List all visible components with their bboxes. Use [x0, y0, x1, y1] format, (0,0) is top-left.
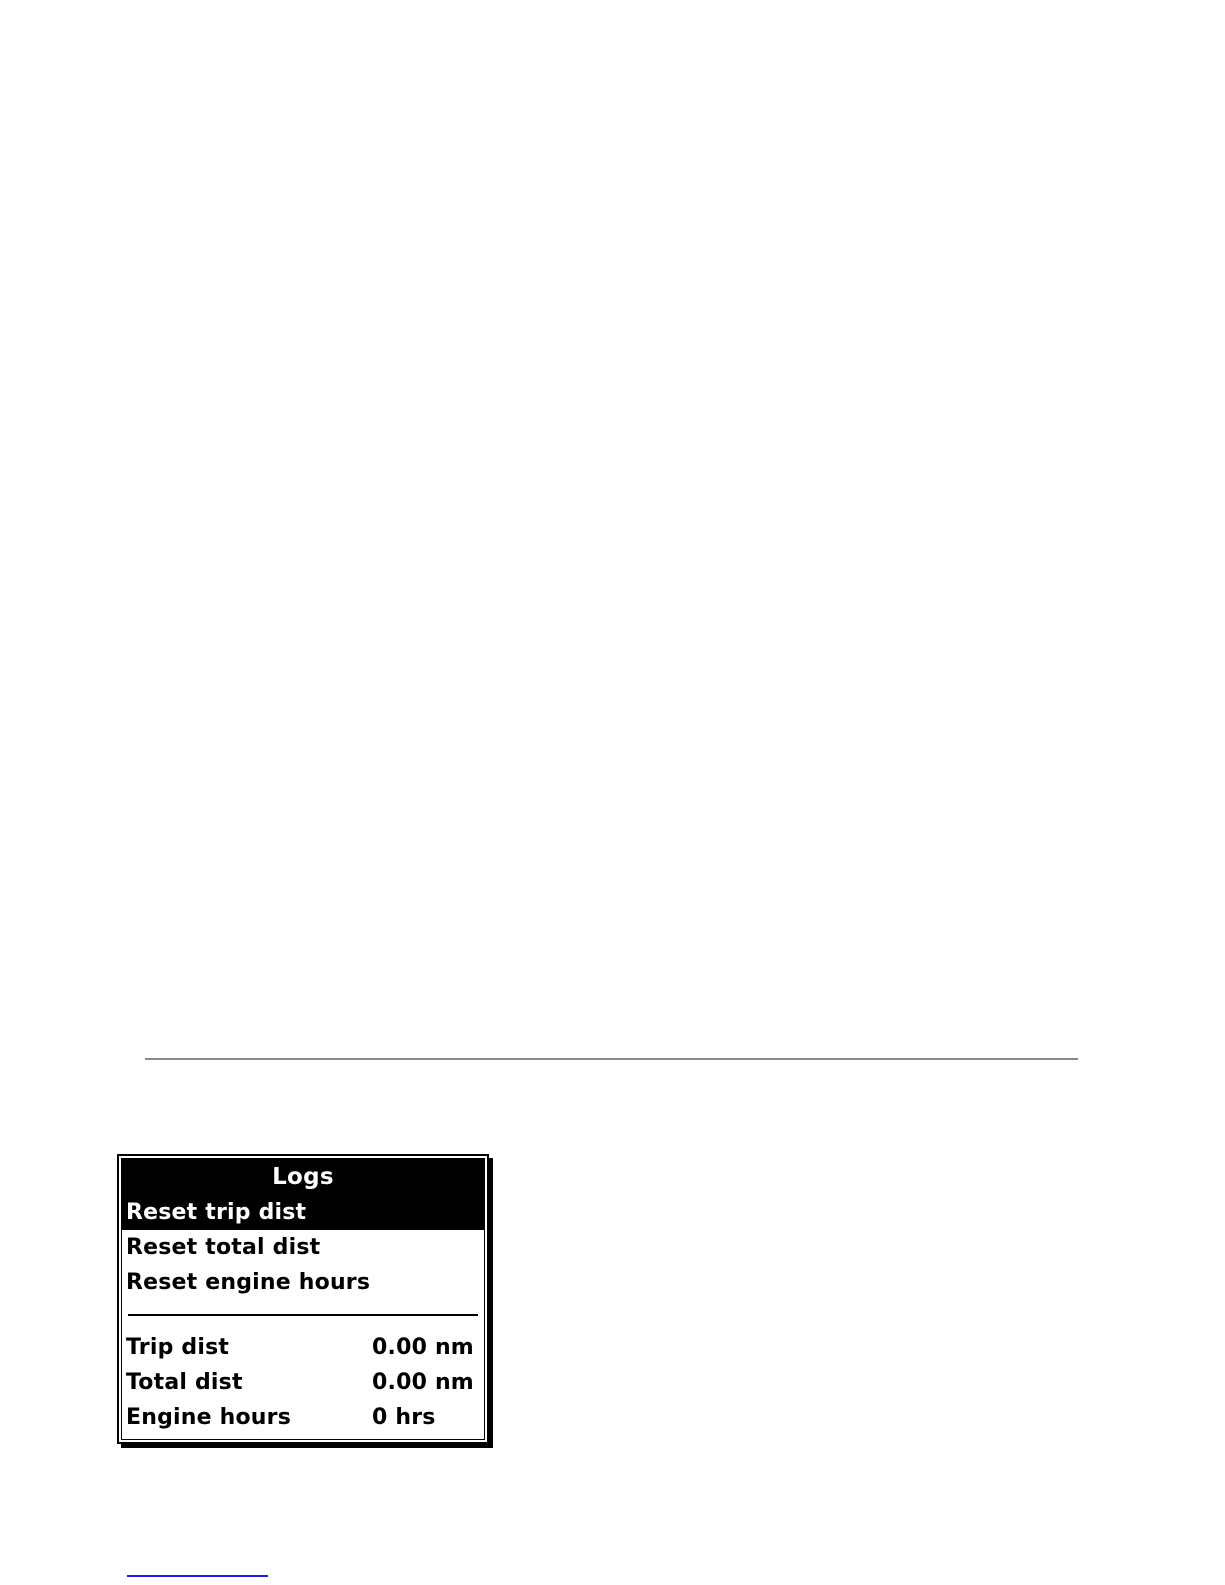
stat-row-engine-hours [126, 1400, 484, 1435]
stat-value-trip-dist: 0.00 nm [372, 1335, 474, 1360]
stat-label-trip-dist: Trip dist [126, 1335, 230, 1360]
menu-item-reset-total-dist[interactable]: Reset total dist [126, 1235, 321, 1260]
logs-dialog [117, 1154, 489, 1444]
menu-item-reset-trip-dist[interactable]: Reset trip dist [122, 1195, 484, 1230]
logs-title: Logs [122, 1159, 484, 1195]
stat-value-total-dist: 0.00 nm [372, 1370, 474, 1395]
menu-stats-divider [128, 1314, 478, 1316]
logs-menu [122, 1195, 484, 1300]
stat-row-total-dist [126, 1365, 484, 1400]
stat-label-engine-hours: Engine hours [126, 1405, 292, 1430]
stat-label-total-dist: Total dist [126, 1370, 243, 1395]
logs-stats [122, 1330, 484, 1435]
footer-link-underline[interactable] [127, 1575, 268, 1577]
logs-dialog-frame [121, 1158, 485, 1440]
menu-item-reset-engine-hours[interactable]: Reset engine hours [126, 1270, 371, 1295]
stat-value-engine-hours: 0 hrs [372, 1405, 436, 1430]
page-divider-line [145, 1058, 1078, 1060]
stat-row-trip-dist [126, 1330, 484, 1365]
